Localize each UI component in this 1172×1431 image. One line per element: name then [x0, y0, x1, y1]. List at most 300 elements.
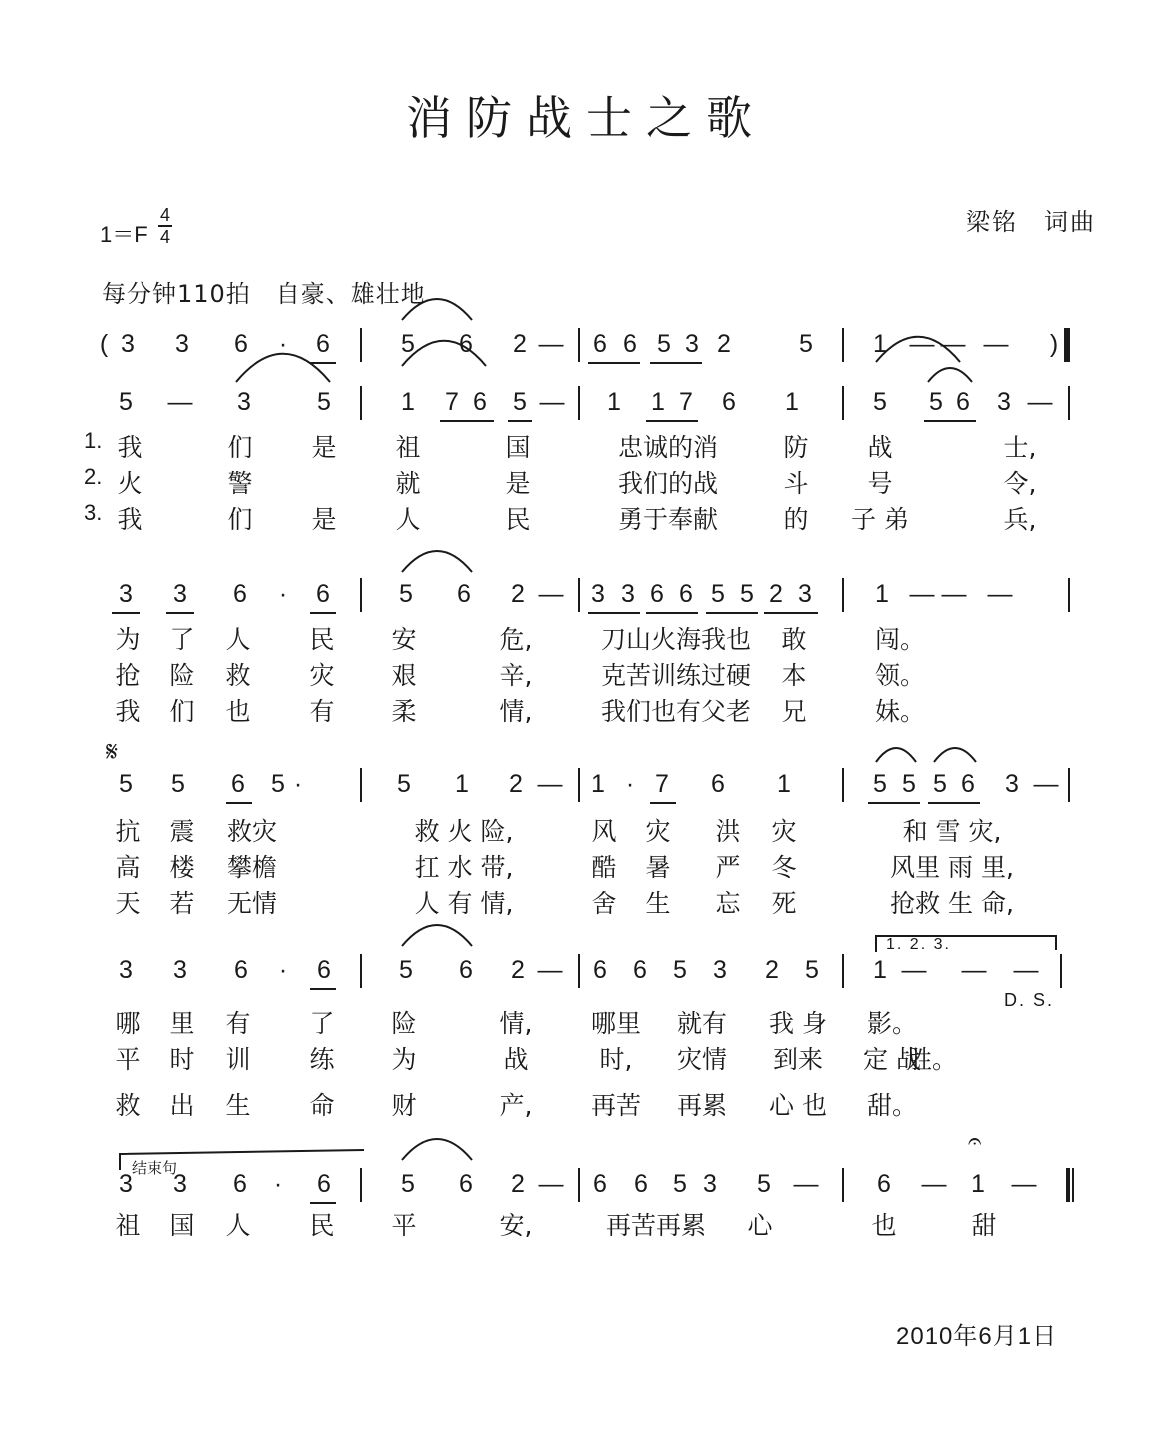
lyric-line — [0, 884, 1172, 918]
note: 6 — [633, 956, 647, 984]
lyric-syllable: 酷 — [591, 853, 617, 882]
lyric-line — [0, 1004, 1172, 1038]
note: 6 — [956, 388, 970, 416]
note: 3 — [713, 956, 727, 984]
note: 1 — [875, 580, 889, 608]
final-barline — [1064, 328, 1068, 362]
slur — [402, 551, 472, 572]
dal-segno: D. S. — [1004, 990, 1055, 1010]
note: 6 — [317, 956, 331, 984]
barline — [578, 768, 580, 802]
lyric-syllable: 和 雪 灾, — [902, 817, 1002, 846]
note: 5 — [799, 330, 813, 358]
lyric-syllable: 抗 — [115, 817, 141, 846]
dash-mark: — — [961, 956, 987, 984]
lyric-syllable: 我 身 — [769, 1009, 827, 1038]
note: 2 — [765, 956, 779, 984]
lyric-syllable: 人 — [225, 625, 251, 654]
key-signature: 1＝F — [100, 222, 148, 247]
lyric-syllable: 哪 — [115, 1009, 141, 1038]
dash-mark: — — [1013, 956, 1039, 984]
dash-mark: — — [940, 330, 966, 358]
note: 5 — [399, 956, 413, 984]
note: 5 — [757, 1170, 771, 1198]
note: 1 — [785, 388, 799, 416]
note: 3 — [119, 580, 133, 608]
lyric-syllable: 时, — [599, 1045, 633, 1074]
barline — [842, 328, 844, 362]
note: 1 — [455, 770, 469, 798]
barline — [1068, 578, 1070, 612]
time-signature-top: 4 — [159, 205, 170, 225]
note: 6 — [679, 580, 693, 608]
dot-mark: · — [278, 956, 288, 984]
lyric-syllable: 的 — [783, 505, 809, 534]
lyric-syllable: 灾 — [771, 817, 797, 846]
ending-label: 结束句 — [132, 1160, 178, 1177]
lyric-syllable: 暑 — [645, 853, 671, 882]
lyric-syllable: 是 — [505, 469, 531, 498]
lyric-syllable: 震 — [169, 817, 195, 846]
beam-line — [646, 612, 698, 614]
lyric-line — [0, 692, 1172, 726]
lyric-syllable: 我 — [117, 505, 143, 534]
lyric-syllable: 兄 — [781, 697, 807, 726]
beam-line — [646, 420, 698, 422]
lyric-syllable: 哪里 — [590, 1009, 642, 1038]
note: 5 — [902, 770, 916, 798]
note: 3 — [121, 330, 135, 358]
note: 3 — [173, 1170, 187, 1198]
dash-mark: — — [1033, 770, 1059, 798]
lyric-syllable: 子 弟 — [851, 505, 909, 534]
lyric-syllable: 刀山火海我也 — [600, 625, 752, 654]
barline — [578, 954, 580, 988]
lyric-syllable: 攀檐 — [226, 853, 278, 882]
lyric-syllable: 是 — [311, 433, 337, 462]
note: 3 — [1005, 770, 1019, 798]
note: 5 — [657, 330, 671, 358]
note: ( — [99, 330, 109, 358]
note: 2 — [769, 580, 783, 608]
song-title: 消防战士之歌 — [406, 91, 766, 145]
tempo-marking: 每分钟110拍 自豪、雄壮地 — [102, 280, 426, 308]
lyric-syllable: 舍 — [591, 889, 617, 918]
note: 6 — [459, 330, 473, 358]
dash-mark: — — [909, 580, 935, 608]
note: 6 — [722, 388, 736, 416]
beam-line — [650, 362, 702, 364]
lyric-syllable: 就有 — [676, 1009, 728, 1038]
lyric-syllable: 也 — [225, 697, 251, 726]
lyric-syllable: 忘 — [715, 889, 741, 918]
lyric-syllable: 们 — [227, 505, 253, 534]
lyric-syllable: 为 — [115, 625, 141, 654]
lyric-syllable: 时 — [169, 1045, 195, 1074]
note: 3 — [997, 388, 1011, 416]
note: 1 — [651, 388, 665, 416]
lyric-syllable: 若 — [169, 889, 195, 918]
beam-line — [588, 612, 640, 614]
lyric-syllable: 为 — [391, 1045, 417, 1074]
slur — [876, 748, 916, 762]
verse-number: 2. — [84, 464, 103, 489]
lyric-syllable: 就 — [395, 469, 421, 498]
lyric-syllable: 是 — [311, 505, 337, 534]
note: 5 — [740, 580, 754, 608]
lyric-syllable: 情, — [499, 1009, 533, 1038]
lyric-syllable: 士, — [1003, 433, 1037, 462]
note: 5 — [171, 770, 185, 798]
lyric-syllable: 生 — [645, 889, 671, 918]
lyric-syllable: 救 — [115, 1091, 141, 1120]
lyric-syllable: 兵, — [1003, 505, 1037, 534]
note: 1 — [401, 388, 415, 416]
notation-staff — [0, 954, 1172, 994]
lyric-syllable: 我们的战 — [617, 469, 719, 498]
lyric-line — [0, 1040, 1172, 1074]
lyric-syllable: 定 战 — [863, 1045, 921, 1074]
note: 6 — [233, 1170, 247, 1198]
barline — [360, 386, 362, 420]
dash-mark: — — [537, 956, 563, 984]
note: 3 — [173, 956, 187, 984]
lyric-syllable: 训 — [225, 1045, 251, 1074]
beam-line — [310, 612, 336, 614]
notation-staff — [0, 386, 1172, 426]
lyric-line — [0, 464, 1172, 498]
dash-mark: — — [167, 388, 193, 416]
lyric-syllable: 灾 — [309, 661, 335, 690]
lyric-syllable: 我 — [115, 697, 141, 726]
barline — [360, 1168, 362, 1202]
fermata-sign: 𝄐 — [968, 1128, 982, 1155]
lyric-syllable: 心 也 — [769, 1091, 827, 1120]
time-signature — [158, 206, 172, 246]
beam-line — [440, 420, 494, 422]
note: 5 — [401, 330, 415, 358]
barline — [842, 386, 844, 420]
lyric-syllable: 平 — [115, 1045, 141, 1074]
note: 5 — [711, 580, 725, 608]
lyric-syllable: 柔 — [391, 697, 417, 726]
note: 5 — [513, 388, 527, 416]
barline — [842, 1168, 844, 1202]
dash-mark: — — [983, 330, 1009, 358]
lyric-syllable: 平 — [391, 1211, 417, 1240]
lyric-syllable: 财 — [391, 1091, 417, 1120]
lyric-line — [0, 620, 1172, 654]
lyric-line — [0, 848, 1172, 882]
segno-sign: 𝄋 — [106, 736, 119, 767]
lyric-syllable: 火 — [117, 469, 143, 498]
lyric-syllable: 灾 — [645, 817, 671, 846]
note: 5 — [673, 956, 687, 984]
barline — [1068, 328, 1070, 362]
note: 2 — [509, 770, 523, 798]
lyric-syllable: 敢 — [781, 625, 807, 654]
lyric-syllable: 国 — [169, 1211, 195, 1240]
barline — [1068, 386, 1070, 420]
lyric-syllable: 险 — [169, 661, 195, 690]
lyric-syllable: 高 — [115, 853, 141, 882]
note: 2 — [511, 580, 525, 608]
notation-staff — [0, 768, 1172, 808]
barline — [1072, 1168, 1074, 1202]
lyric-syllable: 生 — [225, 1091, 251, 1120]
lyric-syllable: 勇于奉献 — [617, 505, 719, 534]
beam-line — [310, 1202, 336, 1204]
beam-line — [508, 420, 532, 422]
note: 5 — [933, 770, 947, 798]
note: 7 — [655, 770, 669, 798]
note: 6 — [711, 770, 725, 798]
lyric-syllable: 辛, — [499, 661, 533, 690]
note: 6 — [234, 330, 248, 358]
lyric-syllable: 艰 — [391, 661, 417, 690]
lyric-line — [0, 428, 1172, 462]
note: 1 — [873, 330, 887, 358]
lyric-syllable: 风 — [591, 817, 617, 846]
lyric-syllable: 洪 — [715, 817, 741, 846]
lyric-syllable: 情, — [499, 697, 533, 726]
slur — [934, 748, 976, 762]
note: 3 — [703, 1170, 717, 1198]
beam-line — [588, 362, 640, 364]
barline — [1068, 768, 1070, 802]
note: 5 — [119, 388, 133, 416]
volta-label: 1. 2. 3. — [886, 936, 951, 953]
note: 5 — [805, 956, 819, 984]
lyric-syllable: 令, — [1003, 469, 1037, 498]
lyric-syllable: 民 — [309, 625, 335, 654]
lyric-syllable: 胜。 — [906, 1045, 958, 1074]
lyric-line — [0, 656, 1172, 690]
lyric-syllable: 甜。 — [866, 1091, 918, 1120]
lyric-syllable: 祖 — [395, 433, 421, 462]
dash-mark: — — [941, 580, 967, 608]
lyric-syllable: 战 — [867, 433, 893, 462]
note: 2 — [511, 956, 525, 984]
note: 6 — [473, 388, 487, 416]
lyric-syllable: 了 — [309, 1009, 335, 1038]
dash-mark: — — [1011, 1170, 1037, 1198]
lyric-syllable: 国 — [505, 433, 531, 462]
beam-line — [764, 612, 818, 614]
lyric-syllable: 天 — [115, 889, 141, 918]
slur — [928, 368, 972, 382]
barline — [360, 768, 362, 802]
lyric-syllable: 警 — [227, 469, 253, 498]
note: 3 — [237, 388, 251, 416]
note: 6 — [961, 770, 975, 798]
barline — [360, 328, 362, 362]
dot-mark: · — [625, 770, 635, 798]
final-barline — [1066, 1168, 1070, 1202]
dash-mark: — — [539, 388, 565, 416]
beam-line — [650, 802, 676, 804]
note: 6 — [231, 770, 245, 798]
lyric-syllable: 斗 — [783, 469, 809, 498]
note: 6 — [233, 580, 247, 608]
lyric-syllable: 救 — [225, 661, 251, 690]
lyric-syllable: 无情 — [226, 889, 278, 918]
lyric-syllable: 妹。 — [874, 697, 926, 726]
lyric-syllable: 灾情 — [676, 1045, 728, 1074]
note: 5 — [399, 580, 413, 608]
note: 6 — [623, 330, 637, 358]
dash-mark: — — [909, 330, 935, 358]
note: 7 — [679, 388, 693, 416]
beam-line — [928, 802, 980, 804]
barline — [578, 578, 580, 612]
beam-line — [112, 612, 140, 614]
note: 3 — [175, 330, 189, 358]
note: 3 — [685, 330, 699, 358]
note: 5 — [401, 1170, 415, 1198]
lyric-syllable: 心 — [747, 1211, 773, 1240]
lyric-syllable: 甜 — [971, 1211, 997, 1240]
dash-mark: — — [1027, 388, 1053, 416]
note: 5 — [397, 770, 411, 798]
lyric-syllable: 本 — [781, 661, 807, 690]
composer-credit: 梁铭 词曲 — [966, 208, 1096, 236]
lyric-syllable: 死 — [771, 889, 797, 918]
dash-mark: — — [538, 330, 564, 358]
note: 5 — [929, 388, 943, 416]
beam-line — [310, 362, 336, 364]
barline — [578, 386, 580, 420]
note: 5 — [119, 770, 133, 798]
verse-number: 3. — [84, 500, 103, 525]
note: ) — [1049, 330, 1059, 358]
barline — [578, 328, 580, 362]
lyric-syllable: 救 火 险, — [414, 817, 514, 846]
note: 5 — [873, 388, 887, 416]
lyric-line — [0, 812, 1172, 846]
lyric-syllable: 安, — [499, 1211, 533, 1240]
barline — [842, 578, 844, 612]
slur — [402, 925, 472, 946]
date: 2010年6月1日 — [896, 1323, 1058, 1350]
lyric-syllable: 险 — [391, 1009, 417, 1038]
lyric-syllable: 命 — [309, 1091, 335, 1120]
beam-line — [706, 612, 758, 614]
note: 6 — [634, 1170, 648, 1198]
lyric-syllable: 到来 — [772, 1045, 824, 1074]
note: 6 — [317, 1170, 331, 1198]
beam-line — [924, 420, 976, 422]
note: 6 — [593, 956, 607, 984]
lyric-syllable: 抢 — [115, 661, 141, 690]
lyric-syllable: 领。 — [874, 661, 926, 690]
note: 1 — [873, 956, 887, 984]
verse-number: 1. — [84, 428, 103, 453]
lyric-syllable: 抢救 生 命, — [890, 889, 1014, 918]
lyric-syllable: 安 — [391, 625, 417, 654]
lyric-syllable: 们 — [169, 697, 195, 726]
beam-line — [310, 988, 336, 990]
note: 3 — [173, 580, 187, 608]
lyric-syllable: 克苦训练过硬 — [600, 661, 752, 690]
beam-line — [868, 802, 920, 804]
notation-staff — [0, 578, 1172, 618]
slur — [402, 1139, 472, 1160]
note: 6 — [877, 1170, 891, 1198]
note: 6 — [593, 1170, 607, 1198]
lyric-syllable: 人 — [395, 505, 421, 534]
note: 2 — [511, 1170, 525, 1198]
lyric-syllable: 练 — [309, 1045, 335, 1074]
note: 5 — [673, 1170, 687, 1198]
dash-mark: — — [538, 1170, 564, 1198]
lyric-syllable: 人 有 情, — [414, 889, 514, 918]
dash-mark: — — [987, 580, 1013, 608]
dot-mark: · — [293, 770, 303, 798]
lyric-syllable: 忠诚的消 — [617, 433, 719, 462]
note: 6 — [593, 330, 607, 358]
lyric-syllable: 也 — [871, 1211, 897, 1240]
dash-mark: — — [537, 770, 563, 798]
beam-line — [166, 612, 194, 614]
lyric-line — [0, 1206, 1172, 1240]
dash-mark: — — [921, 1170, 947, 1198]
note: 1 — [591, 770, 605, 798]
lyric-syllable: 号 — [867, 469, 893, 498]
note: 7 — [445, 388, 459, 416]
note: 6 — [650, 580, 664, 608]
note: 6 — [459, 956, 473, 984]
note: 3 — [119, 956, 133, 984]
dash-mark: — — [538, 580, 564, 608]
lyric-syllable: 们 — [227, 433, 253, 462]
note: 3 — [798, 580, 812, 608]
lyric-syllable: 防 — [783, 433, 809, 462]
lyric-syllable: 有 — [225, 1009, 251, 1038]
note: 1 — [607, 388, 621, 416]
note: 1 — [971, 1170, 985, 1198]
note: 5 — [873, 770, 887, 798]
lyric-syllable: 影。 — [866, 1009, 918, 1038]
dot-mark: · — [278, 580, 288, 608]
lyric-syllable: 救灾 — [226, 817, 278, 846]
lyric-syllable: 严 — [715, 853, 741, 882]
note: 3 — [621, 580, 635, 608]
lyric-syllable: 危, — [499, 625, 533, 654]
lyric-syllable: 闯。 — [874, 625, 926, 654]
note: 2 — [513, 330, 527, 358]
note: 5 — [271, 770, 285, 798]
lyric-syllable: 我 — [117, 433, 143, 462]
note: 5 — [317, 388, 331, 416]
note: 1 — [777, 770, 791, 798]
note: 6 — [316, 580, 330, 608]
lyric-syllable: 风里 雨 里, — [890, 853, 1014, 882]
barline — [842, 954, 844, 988]
lyric-syllable: 产, — [499, 1091, 533, 1120]
lyric-syllable: 了 — [169, 625, 195, 654]
lyric-syllable: 我们也有父老 — [600, 697, 752, 726]
lyric-line — [0, 500, 1172, 534]
lyric-syllable: 里 — [169, 1009, 195, 1038]
lyric-syllable: 再苦 — [590, 1091, 642, 1120]
lyric-syllable: 祖 — [115, 1211, 141, 1240]
barline — [578, 1168, 580, 1202]
barline — [360, 578, 362, 612]
beam-line — [226, 802, 252, 804]
note: 6 — [234, 956, 248, 984]
note: 6 — [316, 330, 330, 358]
